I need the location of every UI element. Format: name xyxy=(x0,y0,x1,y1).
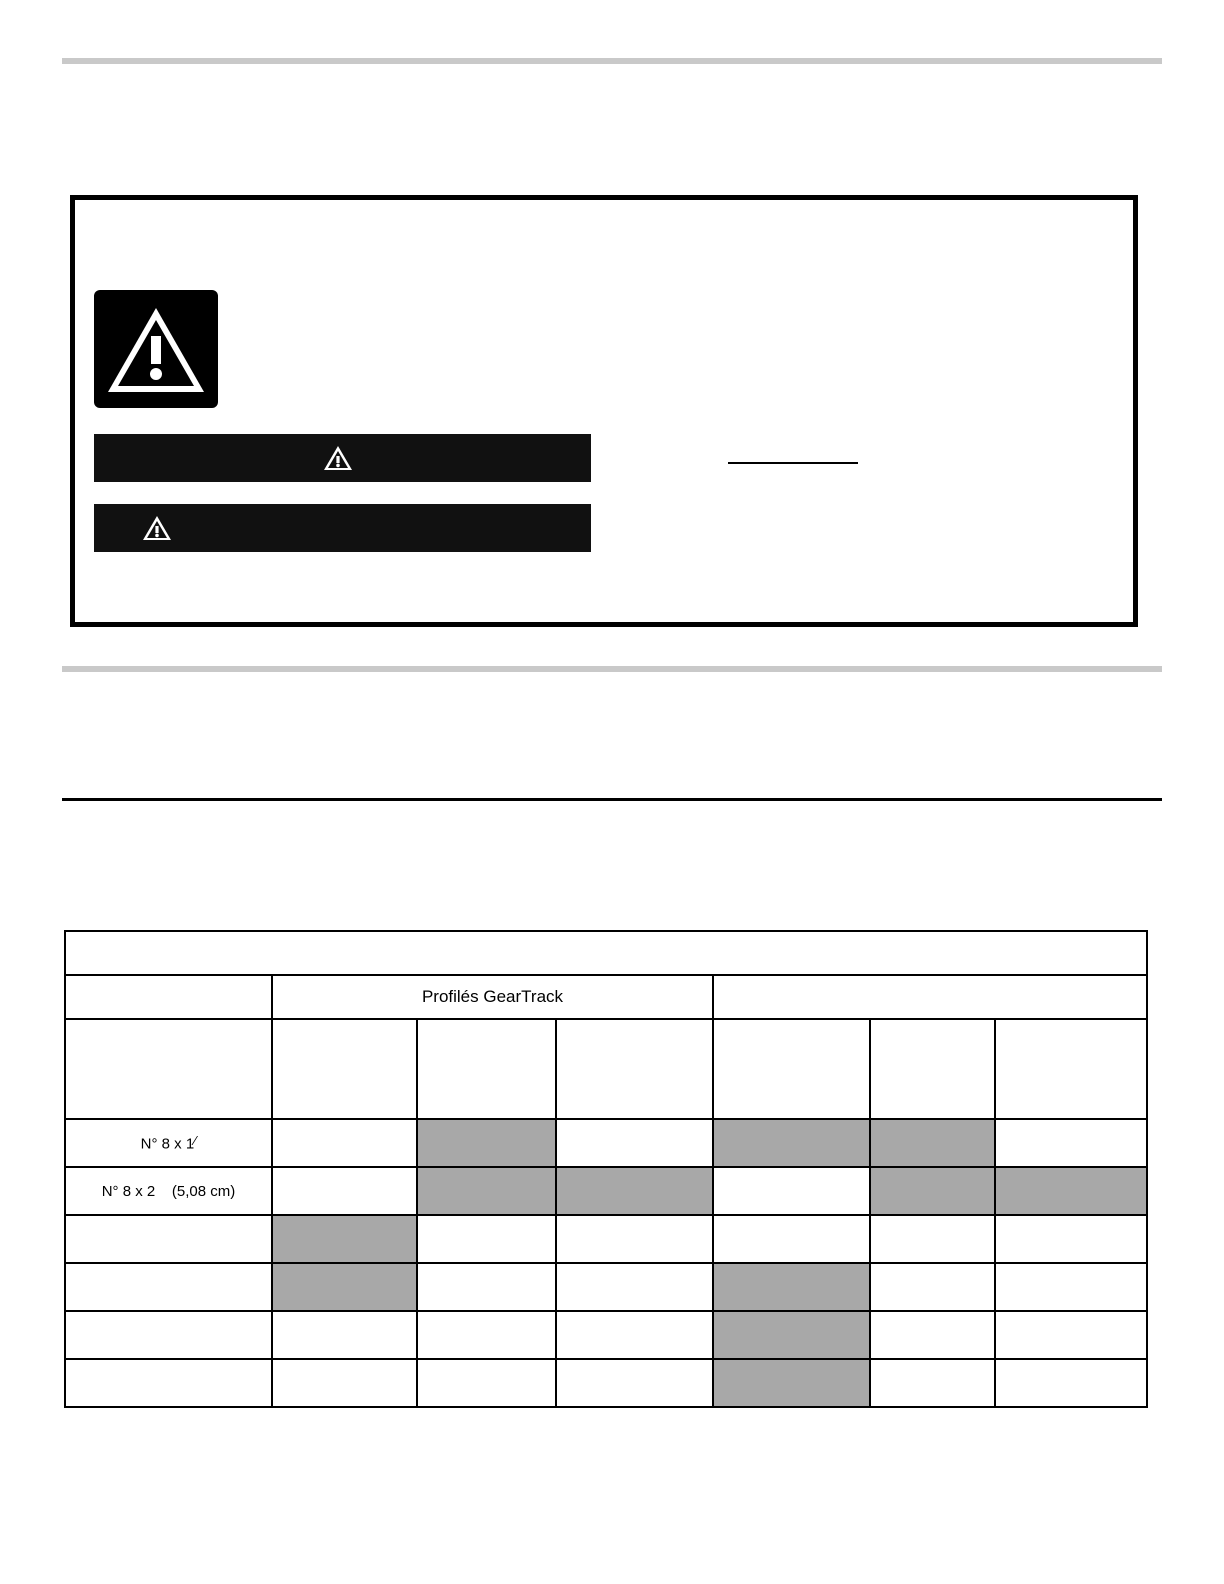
table-row xyxy=(65,1263,1147,1311)
row-cell xyxy=(870,1167,995,1215)
column-header-2 xyxy=(417,1019,556,1119)
row-cell xyxy=(272,1311,417,1359)
row-cell xyxy=(556,1119,713,1167)
row-cell xyxy=(556,1263,713,1311)
table-row xyxy=(65,1215,1147,1263)
row-cell xyxy=(417,1311,556,1359)
table-group-header-row xyxy=(65,975,1147,1019)
row-label-fraction: ⁄ xyxy=(194,1133,197,1149)
row-label-cell xyxy=(65,1359,272,1407)
row-cell xyxy=(713,1215,870,1263)
table-row xyxy=(65,1167,1147,1215)
row-cell xyxy=(870,1311,995,1359)
safety-alert-triangle-icon xyxy=(94,290,218,408)
parts-table-wrapper xyxy=(64,930,1146,1408)
danger-label-bar xyxy=(94,434,591,482)
signature-underline xyxy=(728,462,858,464)
row-cell xyxy=(417,1359,556,1407)
table-column-header-row xyxy=(65,1019,1147,1119)
row-cell xyxy=(556,1311,713,1359)
row-cell xyxy=(713,1263,870,1311)
row-cell xyxy=(272,1119,417,1167)
row-cell xyxy=(995,1215,1147,1263)
column-header-6 xyxy=(995,1019,1147,1119)
row-cell xyxy=(870,1119,995,1167)
section-divider-thin xyxy=(62,798,1162,801)
row-label-cell xyxy=(65,1263,272,1311)
row-cell xyxy=(417,1263,556,1311)
column-header-5 xyxy=(870,1019,995,1119)
row-label-cell xyxy=(65,1119,272,1167)
section-divider-thick xyxy=(62,666,1162,672)
row-cell xyxy=(713,1167,870,1215)
row-cell xyxy=(417,1215,556,1263)
column-header-0 xyxy=(65,1019,272,1119)
row-cell xyxy=(870,1359,995,1407)
row-cell xyxy=(417,1167,556,1215)
row-label-suffix: (5,08 cm) xyxy=(171,1182,236,1200)
row-cell xyxy=(556,1167,713,1215)
row-cell xyxy=(713,1359,870,1407)
header-divider xyxy=(62,58,1162,64)
table-row xyxy=(65,1359,1147,1407)
group-header-blank xyxy=(65,975,272,1019)
table-row xyxy=(65,1311,1147,1359)
warning-triangle-icon xyxy=(142,515,172,541)
row-cell xyxy=(995,1359,1147,1407)
row-label-cell xyxy=(65,1167,272,1215)
row-cell xyxy=(995,1167,1147,1215)
row-label-cell xyxy=(65,1311,272,1359)
row-label-text: N° 8 x 2 xyxy=(101,1182,156,1200)
column-header-3 xyxy=(556,1019,713,1119)
row-cell xyxy=(870,1215,995,1263)
parts-table xyxy=(64,930,1148,1408)
group-header-geartrack: Profilés GearTrack xyxy=(272,975,713,1019)
row-cell xyxy=(995,1311,1147,1359)
row-cell xyxy=(713,1311,870,1359)
row-cell xyxy=(272,1215,417,1263)
warning-label-bar xyxy=(94,504,591,552)
row-cell xyxy=(995,1263,1147,1311)
table-title-cell xyxy=(65,931,1147,975)
row-cell xyxy=(417,1119,556,1167)
row-cell xyxy=(556,1359,713,1407)
group-header-other xyxy=(713,975,1147,1019)
row-cell xyxy=(272,1359,417,1407)
row-label-cell xyxy=(65,1215,272,1263)
row-cell xyxy=(556,1215,713,1263)
safety-warning-box xyxy=(70,195,1138,627)
row-cell xyxy=(272,1167,417,1215)
column-header-4 xyxy=(713,1019,870,1119)
row-cell xyxy=(713,1119,870,1167)
row-cell xyxy=(272,1263,417,1311)
row-label-text: N° 8 x 1 xyxy=(140,1135,195,1153)
column-header-1 xyxy=(272,1019,417,1119)
row-cell xyxy=(870,1263,995,1311)
table-title-row xyxy=(65,931,1147,975)
row-cell xyxy=(995,1119,1147,1167)
table-row xyxy=(65,1119,1147,1167)
warning-triangle-icon xyxy=(323,445,353,471)
